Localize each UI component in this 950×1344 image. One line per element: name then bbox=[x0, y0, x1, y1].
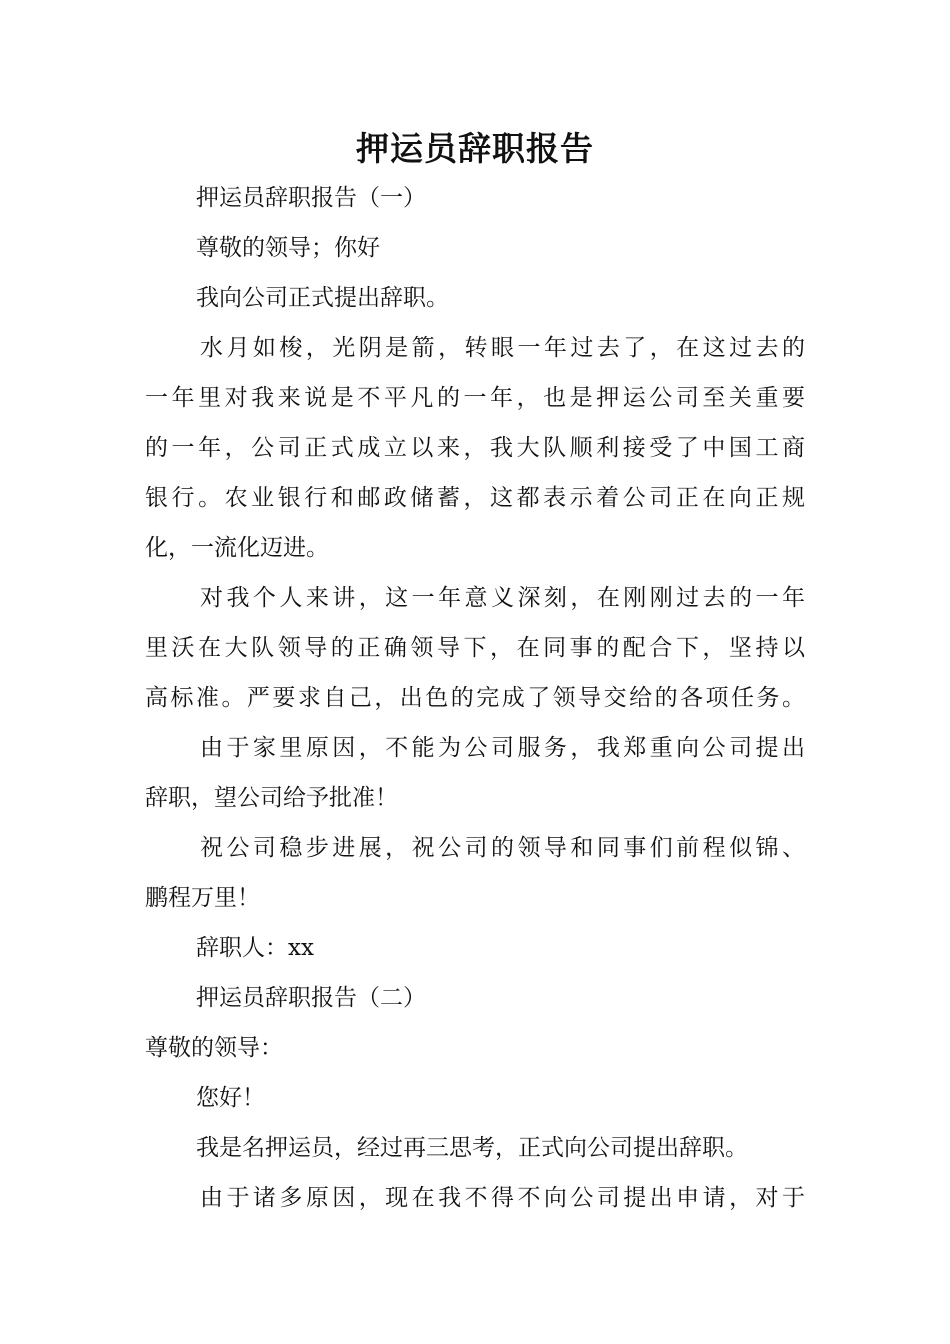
text-line: 银行。农业银行和邮政储蓄，这都表示着公司正在向正规 bbox=[145, 485, 805, 511]
section-heading-2: 押运员辞职报告（二） bbox=[196, 985, 426, 1011]
text-line: 水月如梭，光阴是箭，转眼一年过去了，在这过去的 bbox=[200, 335, 805, 361]
text-line: 我向公司正式提出辞职。 bbox=[196, 285, 449, 311]
text-line: 里沃在大队领导的正确领导下，在同事的配合下，坚持以 bbox=[145, 635, 805, 661]
salutation-line: 尊敬的领导；你好 bbox=[196, 235, 380, 261]
text-line: 一年里对我来说是不平凡的一年，也是押运公司至关重要 bbox=[145, 385, 805, 411]
text-line: 高标准。严要求自己，出色的完成了领导交给的各项任务。 bbox=[145, 685, 805, 711]
text-line: 由于家里原因，不能为公司服务，我郑重向公司提出 bbox=[200, 735, 805, 761]
document-title: 押运员辞职报告 bbox=[356, 129, 594, 168]
text-line: 我是名押运员，经过再三思考，正式向公司提出辞职。 bbox=[196, 1135, 748, 1161]
section-heading-1: 押运员辞职报告（一） bbox=[196, 185, 426, 211]
text-line: 对我个人来讲，这一年意义深刻，在刚刚过去的一年 bbox=[200, 585, 805, 611]
text-line: 的一年，公司正式成立以来，我大队顺利接受了中国工商 bbox=[145, 435, 805, 461]
text-line: 由于诸多原因，现在我不得不向公司提出申请，对于 bbox=[200, 1185, 805, 1211]
text-line: 祝公司稳步进展，祝公司的领导和同事们前程似锦、 bbox=[200, 835, 805, 861]
salutation-line: 尊敬的领导： bbox=[145, 1035, 283, 1061]
text-line: 化，一流化迈进。 bbox=[145, 535, 329, 561]
text-line: 鹏程万里！ bbox=[145, 885, 260, 911]
text-line: 辞职，望公司给予批准！ bbox=[145, 785, 398, 811]
signature-line: 辞职人：xx bbox=[196, 935, 314, 961]
greeting-line: 您好！ bbox=[196, 1085, 265, 1111]
